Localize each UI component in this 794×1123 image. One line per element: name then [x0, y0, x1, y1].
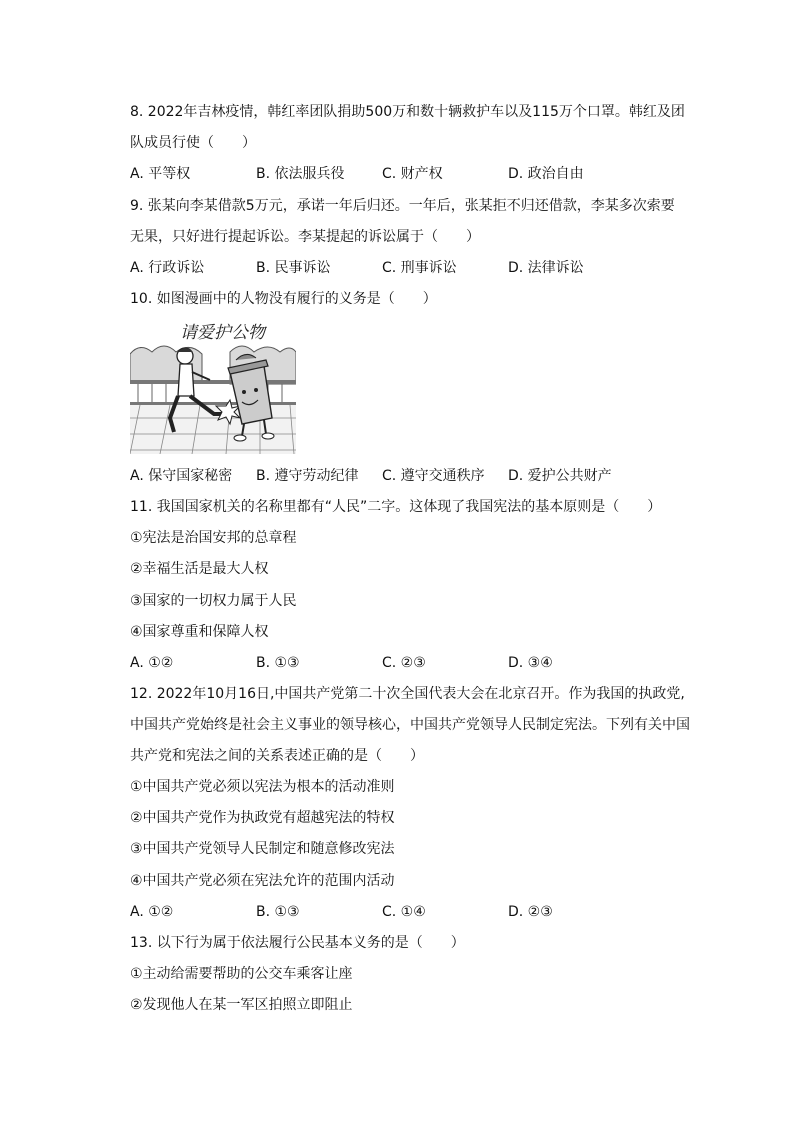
q11-option-b[interactable]: B. ①③: [256, 655, 300, 671]
q11-item-3: ③国家的一切权力属于人民: [130, 593, 297, 609]
q8-option-d[interactable]: D. 政治自由: [508, 166, 584, 182]
q11-option-d[interactable]: D. ③④: [508, 655, 553, 671]
q12-stem-line2: 中国共产党始终是社会主义事业的领导核心，中国共产党领导人民制定宪法。下列有关中国: [130, 717, 690, 733]
q9-option-b[interactable]: B. 民事诉讼: [256, 260, 331, 276]
q11-item-2: ②幸福生活是最大人权: [130, 561, 269, 577]
q10-option-b[interactable]: B. 遵守劳动纪律: [256, 468, 359, 484]
q11-option-c[interactable]: C. ②③: [382, 655, 426, 671]
q8-option-a[interactable]: A. 平等权: [130, 166, 191, 182]
q12-option-a[interactable]: A. ①②: [130, 904, 174, 920]
cartoon-caption: 请爱护公物: [180, 323, 265, 343]
q10-option-d[interactable]: D. 爱护公共财产: [508, 468, 612, 484]
q12-stem-line3: 共产党和宪法之间的关系表述正确的是（ ）: [130, 748, 424, 764]
q9-stem-line2: 无果，只好进行提起诉讼。李某提起的诉讼属于（ ）: [130, 229, 480, 245]
q11-option-a[interactable]: A. ①②: [130, 655, 174, 671]
q9-stem-line1: 9. 张某向李某借款5万元，承诺一年后归还。一年后，张某拒不归还借款，李某多次索要: [130, 198, 675, 214]
cartoon-illustration: [130, 322, 296, 454]
q8-stem-line2: 队成员行使（ ）: [130, 135, 256, 151]
q12-item-2: ②中国共产党作为执政党有超越宪法的特权: [130, 810, 395, 826]
q13-item-1: ①主动给需要帮助的公交车乘客让座: [130, 966, 353, 982]
q12-item-3: ③中国共产党领导人民制定和随意修改宪法: [130, 841, 395, 857]
q13-stem: 13. 以下行为属于依法履行公民基本义务的是（ ）: [130, 935, 465, 951]
q9-option-c[interactable]: C. 刑事诉讼: [382, 260, 457, 276]
q12-option-b[interactable]: B. ①③: [256, 904, 300, 920]
q13-item-2: ②发现他人在某一军区拍照立即阻止: [130, 997, 353, 1013]
q8-option-c[interactable]: C. 财产权: [382, 166, 443, 182]
q8-option-b[interactable]: B. 依法服兵役: [256, 166, 345, 182]
q11-item-4: ④国家尊重和保障人权: [130, 624, 269, 640]
q12-item-1: ①中国共产党必须以宪法为根本的活动准则: [130, 779, 395, 795]
q12-stem-line1: 12. 2022年10月16日,中国共产党第二十次全国代表大会在北京召开。作为我国的执政党,: [130, 686, 685, 702]
q8-stem-line1: 8. 2022年吉林疫情，韩红率团队捐助500万和数十辆救护车以及115万个口罩。韩红及团: [130, 104, 685, 120]
q10-option-a[interactable]: A. 保守国家秘密: [130, 468, 233, 484]
q12-option-c[interactable]: C. ①④: [382, 904, 426, 920]
q12-option-d[interactable]: D. ②③: [508, 904, 553, 920]
q10-option-c[interactable]: C. 遵守交通秩序: [382, 468, 485, 484]
q10-stem: 10. 如图漫画中的人物没有履行的义务是（ ）: [130, 291, 437, 307]
q11-stem: 11. 我国国家机关的名称里都有“人民”二字。这体现了我国宪法的基本原则是（ ）: [130, 499, 662, 515]
q9-option-d[interactable]: D. 法律诉讼: [508, 260, 584, 276]
q11-item-1: ①宪法是治国安邦的总章程: [130, 530, 297, 546]
cartoon-image: [130, 322, 296, 454]
q9-option-a[interactable]: A. 行政诉讼: [130, 260, 205, 276]
q12-item-4: ④中国共产党必须在宪法允许的范围内活动: [130, 873, 395, 889]
